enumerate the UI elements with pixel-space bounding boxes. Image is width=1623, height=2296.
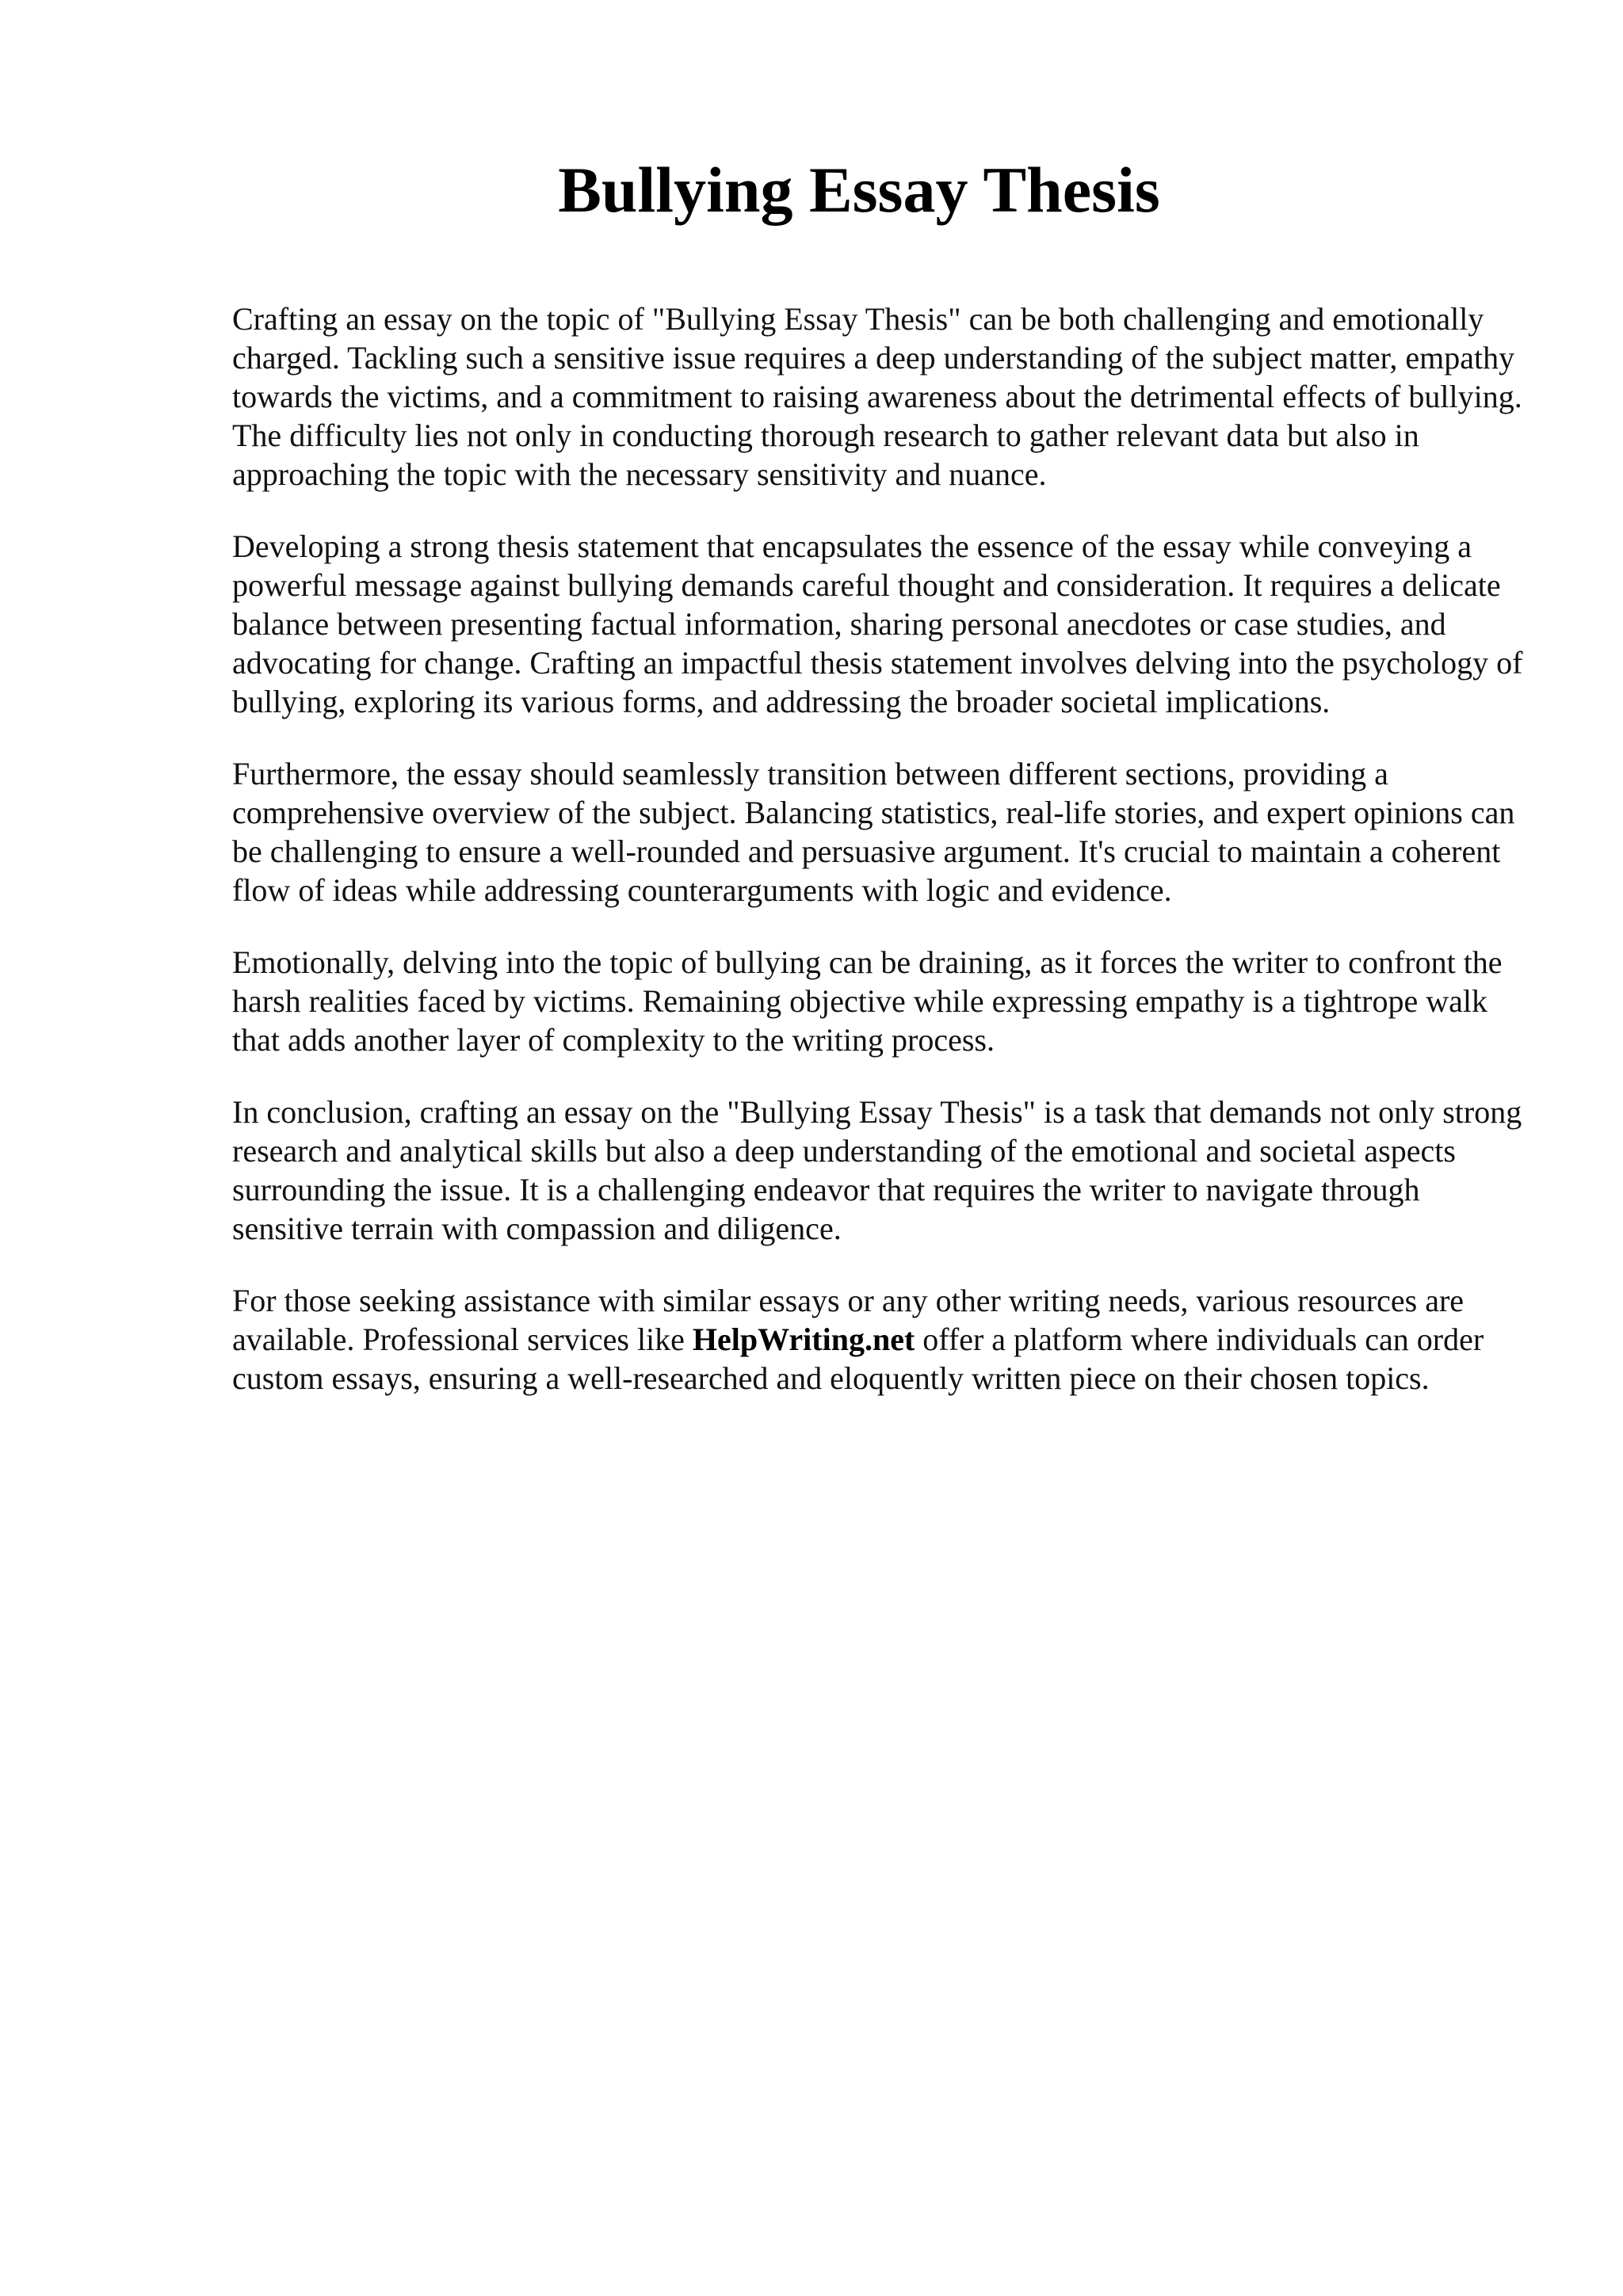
page-title: Bullying Essay Thesis: [558, 154, 1160, 226]
resources-text-before: For those seeking assistance with similar essays or any other writing needs, various resources are available. Professional services like: [232, 1283, 1465, 1357]
paragraph-intro: Crafting an essay on the topic of "Bullying Essay Thesis" can be both challenging and emotionally charged. Tackling such a sensitive issue requires a deep understanding of the subject matter, empathy towards the victims, and a commitment to raising awareness about the detrimental effects of bullying. The difficulty lies not only in conducting thorough research to gather relevant data but also in approaching the topic with the necessary sensitivity and nuance.: [232, 301, 1522, 492]
paragraph-thesis-statement: Developing a strong thesis statement that encapsulates the essence of the essay while conveying a powerful message against bullying demands careful thought and consideration. It requires a delicate balance between presenting factual information, sharing personal anecdotes or case studies, and advocating for change. Crafting an impactful thesis statement involves delving into the psychology of bullying, exploring its various forms, and addressing the broader societal implications.: [232, 528, 1523, 719]
paragraph-emotional: Emotionally, delving into the topic of bullying can be draining, as it forces the writer to confront the harsh realities faced by victims. Remaining objective while expressing empathy is a tightrope walk that adds another layer of complexity to the writing process.: [232, 944, 1503, 1058]
helpwriting-link[interactable]: HelpWriting.net: [692, 1322, 915, 1357]
paragraph-resources: [232, 1281, 1532, 1398]
essay-body: [232, 299, 1532, 1431]
resources-text-after: offer a platform where individuals can order custom essays, ensuring a well-researched and eloquently written piece on their chosen topics.: [232, 1322, 1484, 1396]
paragraph-structure: Furthermore, the essay should seamlessly transition between different sections, providing a comprehensive overview of the subject. Balancing statistics, real-life stories, and expert opinions can be challenging to ensure a well-rounded and persuasive argument. It's crucial to maintain a coherent flow of ideas while addressing counterarguments with logic and evidence.: [232, 756, 1515, 908]
paragraph-conclusion: In conclusion, crafting an essay on the "Bullying Essay Thesis" is a task that demands not only strong research and analytical skills but also a deep understanding of the emotional and societal aspects surrounding the issue. It is a challenging endeavor that requires the writer to navigate through sensitive terrain with compassion and diligence.: [232, 1094, 1522, 1246]
